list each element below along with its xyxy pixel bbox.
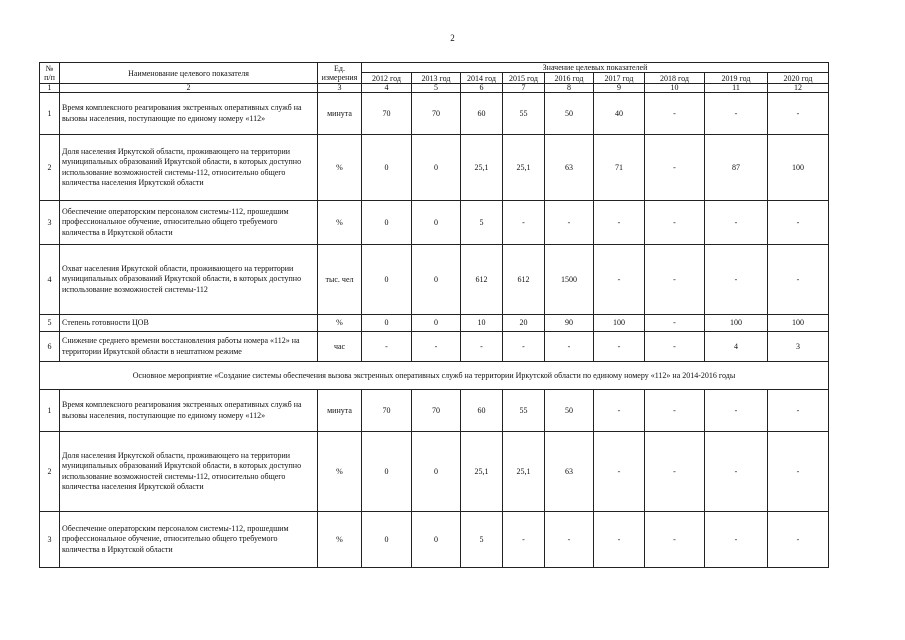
column-number: 11 [705,84,768,93]
value-cell: - [545,512,594,568]
target-indicators-table [39,62,829,568]
header-row [40,63,829,73]
value-cell: - [645,245,705,315]
value-cell: - [645,315,705,332]
indicator-name: Снижение среднего времени восстановления работы номера «112» на территории Иркутской области в нештатном режиме [60,332,318,362]
row-number: 6 [40,332,60,362]
header-year: 2015 год [503,73,545,84]
value-cell: 60 [461,390,503,432]
value-cell: - [645,135,705,201]
indicator-name: Время комплексного реагирования экстренных оперативных служб на вызовы населения, поступающие по единому номеру «112» [60,93,318,135]
value-cell: 0 [362,201,412,245]
indicator-name: Охват населения Иркутской области, проживающего на территории муниципальных образований Иркутской области, в которых доступно использование возможностей системы-112 [60,245,318,315]
value-cell: 70 [362,390,412,432]
value-cell: 0 [362,245,412,315]
column-number: 8 [545,84,594,93]
value-cell: 25,1 [503,135,545,201]
column-number: 1 [40,84,60,93]
value-cell: 70 [412,390,461,432]
column-numbers-row [40,84,829,93]
value-cell: 100 [594,315,645,332]
value-cell: - [503,201,545,245]
column-number: 12 [768,84,829,93]
value-cell: 71 [594,135,645,201]
column-number: 9 [594,84,645,93]
unit-cell: % [318,315,362,332]
value-cell: 50 [545,390,594,432]
indicator-name: Доля населения Иркутской области, проживающего на территории муниципальных образований Иркутской области, в которых доступно использование возможностей системы-112, относительно общего количества населения Иркутской области [60,432,318,512]
row-number: 1 [40,93,60,135]
value-cell: 25,1 [461,432,503,512]
header-year: 2019 год [705,73,768,84]
unit-cell: % [318,512,362,568]
value-cell: - [645,201,705,245]
header-num: № п/п [40,63,60,84]
section-row [40,362,829,390]
value-cell: - [705,390,768,432]
value-cell: - [545,332,594,362]
value-cell: 612 [503,245,545,315]
value-cell: 87 [705,135,768,201]
indicator-name: Обеспечение операторским персоналом системы-112, прошедшим профессиональное обучение, относительно общего требуемого количества в Иркутской области [60,512,318,568]
header-year: 2020 год [768,73,829,84]
header-year: 2014 год [461,73,503,84]
value-cell: 1500 [545,245,594,315]
column-number: 3 [318,84,362,93]
value-cell: - [412,332,461,362]
value-cell: 0 [412,432,461,512]
value-cell: - [705,432,768,512]
value-cell: - [705,245,768,315]
value-cell: 25,1 [461,135,503,201]
value-cell: 55 [503,390,545,432]
indicator-name: Степень готовности ЦОВ [60,315,318,332]
value-cell: - [768,512,829,568]
row-number: 4 [40,245,60,315]
indicator-name: Время комплексного реагирования экстренных оперативных служб на вызовы населения, поступающие по единому номеру «112» [60,390,318,432]
value-cell: 25,1 [503,432,545,512]
value-cell: - [768,201,829,245]
unit-cell: % [318,201,362,245]
value-cell: 5 [461,201,503,245]
value-cell: - [645,512,705,568]
value-cell: 612 [461,245,503,315]
table-row [40,245,829,315]
unit-cell: минута [318,390,362,432]
value-cell: 0 [362,135,412,201]
value-cell: 0 [412,245,461,315]
value-cell: 10 [461,315,503,332]
value-cell: 63 [545,135,594,201]
value-cell: - [545,201,594,245]
value-cell: - [705,93,768,135]
value-cell: - [503,332,545,362]
indicator-name: Доля населения Иркутской области, проживающего на территории муниципальных образований Иркутской области, в которых доступно использование возможностей системы-112, относительно общего количества населения Иркутской области [60,135,318,201]
row-number: 1 [40,390,60,432]
value-cell: - [645,432,705,512]
value-cell: - [594,245,645,315]
value-cell: 40 [594,93,645,135]
value-cell: - [594,332,645,362]
table-body [40,93,829,568]
value-cell: 20 [503,315,545,332]
value-cell: 0 [412,135,461,201]
value-cell: 3 [768,332,829,362]
header-unit: Ед. измерения [318,63,362,84]
unit-cell: % [318,135,362,201]
column-number: 7 [503,84,545,93]
column-number: 4 [362,84,412,93]
value-cell: - [705,201,768,245]
value-cell: 100 [768,315,829,332]
value-cell: 0 [412,315,461,332]
value-cell: 0 [362,512,412,568]
table-row [40,315,829,332]
unit-cell: % [318,432,362,512]
page-number: 2 [450,33,455,43]
unit-cell: минута [318,93,362,135]
value-cell: - [594,390,645,432]
value-cell: 0 [412,512,461,568]
header-year: 2013 год [412,73,461,84]
row-number: 3 [40,201,60,245]
table-row [40,390,829,432]
header-name: Наименование целевого показателя [60,63,318,84]
value-cell: - [645,332,705,362]
value-cell: - [503,512,545,568]
value-cell: 70 [362,93,412,135]
indicator-name: Обеспечение операторским персоналом системы-112, прошедшим профессиональное обучение, относительно общего требуемого количества в Иркутской области [60,201,318,245]
value-cell: 5 [461,512,503,568]
unit-cell: час [318,332,362,362]
value-cell: 60 [461,93,503,135]
value-cell: - [705,512,768,568]
value-cell: 90 [545,315,594,332]
value-cell: - [461,332,503,362]
table-row [40,135,829,201]
value-cell: 100 [705,315,768,332]
value-cell: 100 [768,135,829,201]
value-cell: - [594,201,645,245]
header-year: 2018 год [645,73,705,84]
header-year: 2017 год [594,73,645,84]
column-number: 10 [645,84,705,93]
section-title: Основное мероприятие «Создание системы обеспечения вызова экстренных оперативных служб на территории Иркутской области по единому номеру «112» на 2014-2016 годы [40,362,829,390]
row-number: 2 [40,432,60,512]
header-values-group: Значение целевых показателей [362,63,829,73]
header-year: 2016 год [545,73,594,84]
value-cell: - [362,332,412,362]
value-cell: - [768,432,829,512]
header-year: 2012 год [362,73,412,84]
table-row [40,512,829,568]
value-cell: 0 [362,315,412,332]
table-row [40,332,829,362]
value-cell: 63 [545,432,594,512]
value-cell: - [768,93,829,135]
table-row [40,201,829,245]
value-cell: 50 [545,93,594,135]
column-number: 5 [412,84,461,93]
row-number: 5 [40,315,60,332]
table-row [40,93,829,135]
value-cell: - [768,245,829,315]
value-cell: 55 [503,93,545,135]
value-cell: - [645,93,705,135]
value-cell: - [768,390,829,432]
value-cell: - [594,512,645,568]
value-cell: - [645,390,705,432]
value-cell: 0 [362,432,412,512]
value-cell: 70 [412,93,461,135]
value-cell: 4 [705,332,768,362]
value-cell: 0 [412,201,461,245]
value-cell: - [594,432,645,512]
row-number: 2 [40,135,60,201]
column-number: 6 [461,84,503,93]
row-number: 3 [40,512,60,568]
column-number: 2 [60,84,318,93]
table-row [40,432,829,512]
unit-cell: тыс. чел [318,245,362,315]
